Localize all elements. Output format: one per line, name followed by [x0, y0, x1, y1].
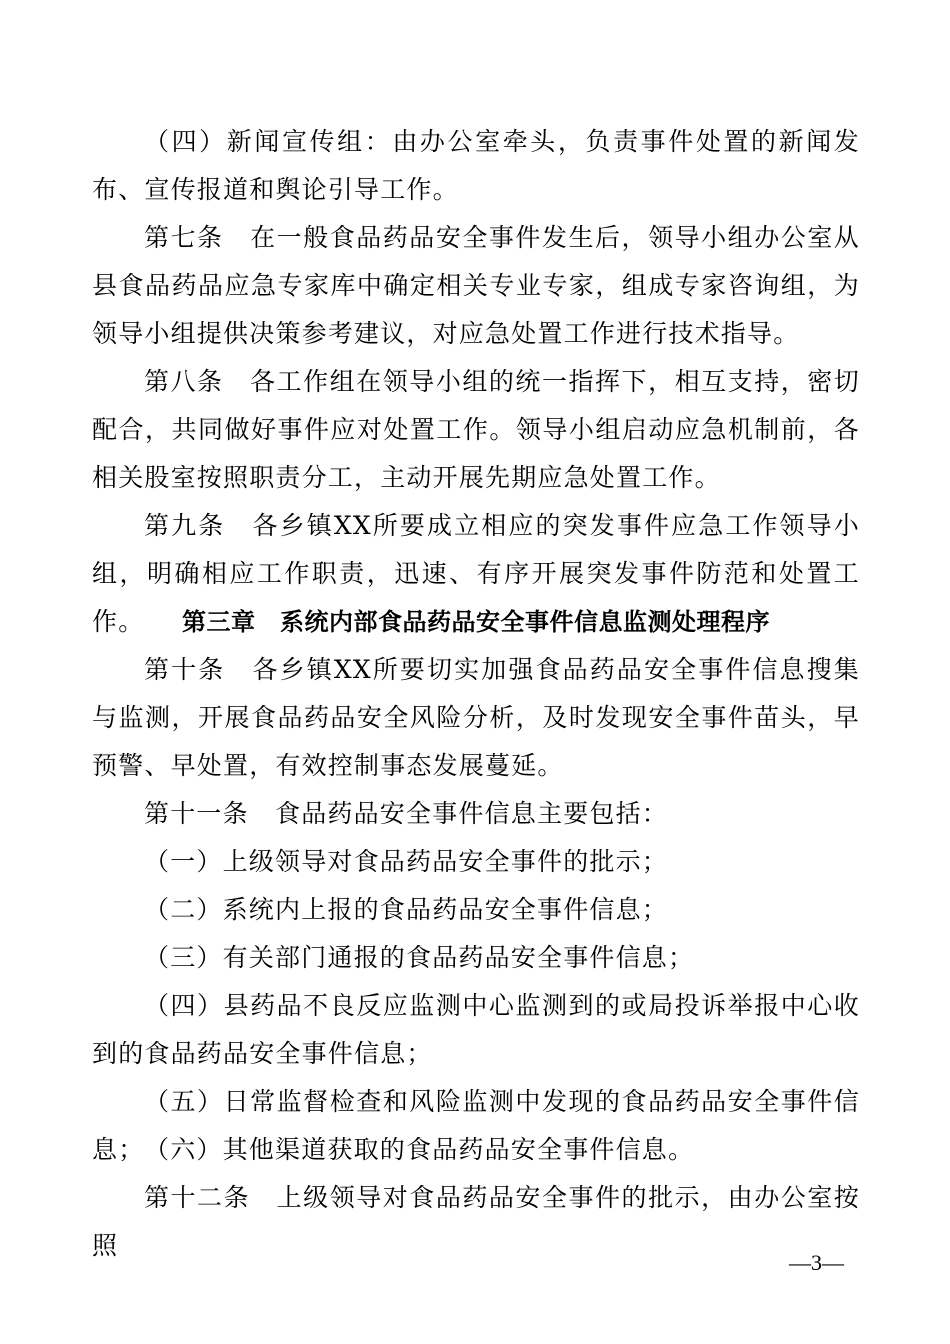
list-item-2: （二）系统内上报的食品药品安全事件信息； [144, 895, 669, 924]
paragraph-news-publicity-group: （四）新闻宣传组：由办公室牵头，负责事件处置的新闻发布、宣传报道和舆论引导工作。 [92, 127, 860, 204]
chapter-heading: 第三章 系统内部食品药品安全事件信息监测处理程序 [182, 608, 770, 636]
page-number: —3— [789, 1250, 844, 1275]
list-item-6: （六）其他渠道获取的食品药品安全事件信息。 [144, 1135, 695, 1164]
list-item-1: （一）上级领导对食品药品安全事件的批示； [144, 847, 669, 876]
list-item-4: （四）县药品不良反应监测中心监测到的或局投诉举报中心收到的食品药品安全事件信息； [92, 991, 860, 1068]
paragraph-article-12: 第十二条 上级领导对食品药品安全事件的批示，由办公室按照 [92, 1183, 860, 1260]
paragraph-article-7: 第七条 在一般食品药品安全事件发生后，领导小组办公室从县食品药品应急专家库中确定相关专业专家，组成专家咨询组，为领导小组提供决策参考建议，对应急处置工作进行技术指导。 [92, 223, 860, 348]
paragraph-article-10: 第十条 各乡镇XX所要切实加强食品药品安全事件信息搜集与监测，开展食品药品安全风险分析，及时发现安全事件苗头，早预警、早处置，有效控制事态发展蔓延。 [92, 655, 860, 780]
paragraph-article-11: 第十一条 食品药品安全事件信息主要包括： [144, 799, 669, 828]
list-item-5: （五）日常监督检查和风险监测中发现的食品药品安全事件信息； [92, 1087, 860, 1164]
paragraph-article-8: 第八条 各工作组在领导小组的统一指挥下，相互支持，密切配合，共同做好事件应对处置工作。领导小组启动应急机制前，各相关股室按照职责分工，主动开展先期应急处置工作。 [92, 367, 860, 492]
list-item-3: （三）有关部门通报的食品药品安全事件信息； [144, 943, 695, 972]
paragraph-article-9: 第九条 各乡镇XX所要成立相应的突发事件应急工作领导小组，明确相应工作职责，迅速、有序开展突发事件防范和处置工作。 [92, 511, 860, 636]
